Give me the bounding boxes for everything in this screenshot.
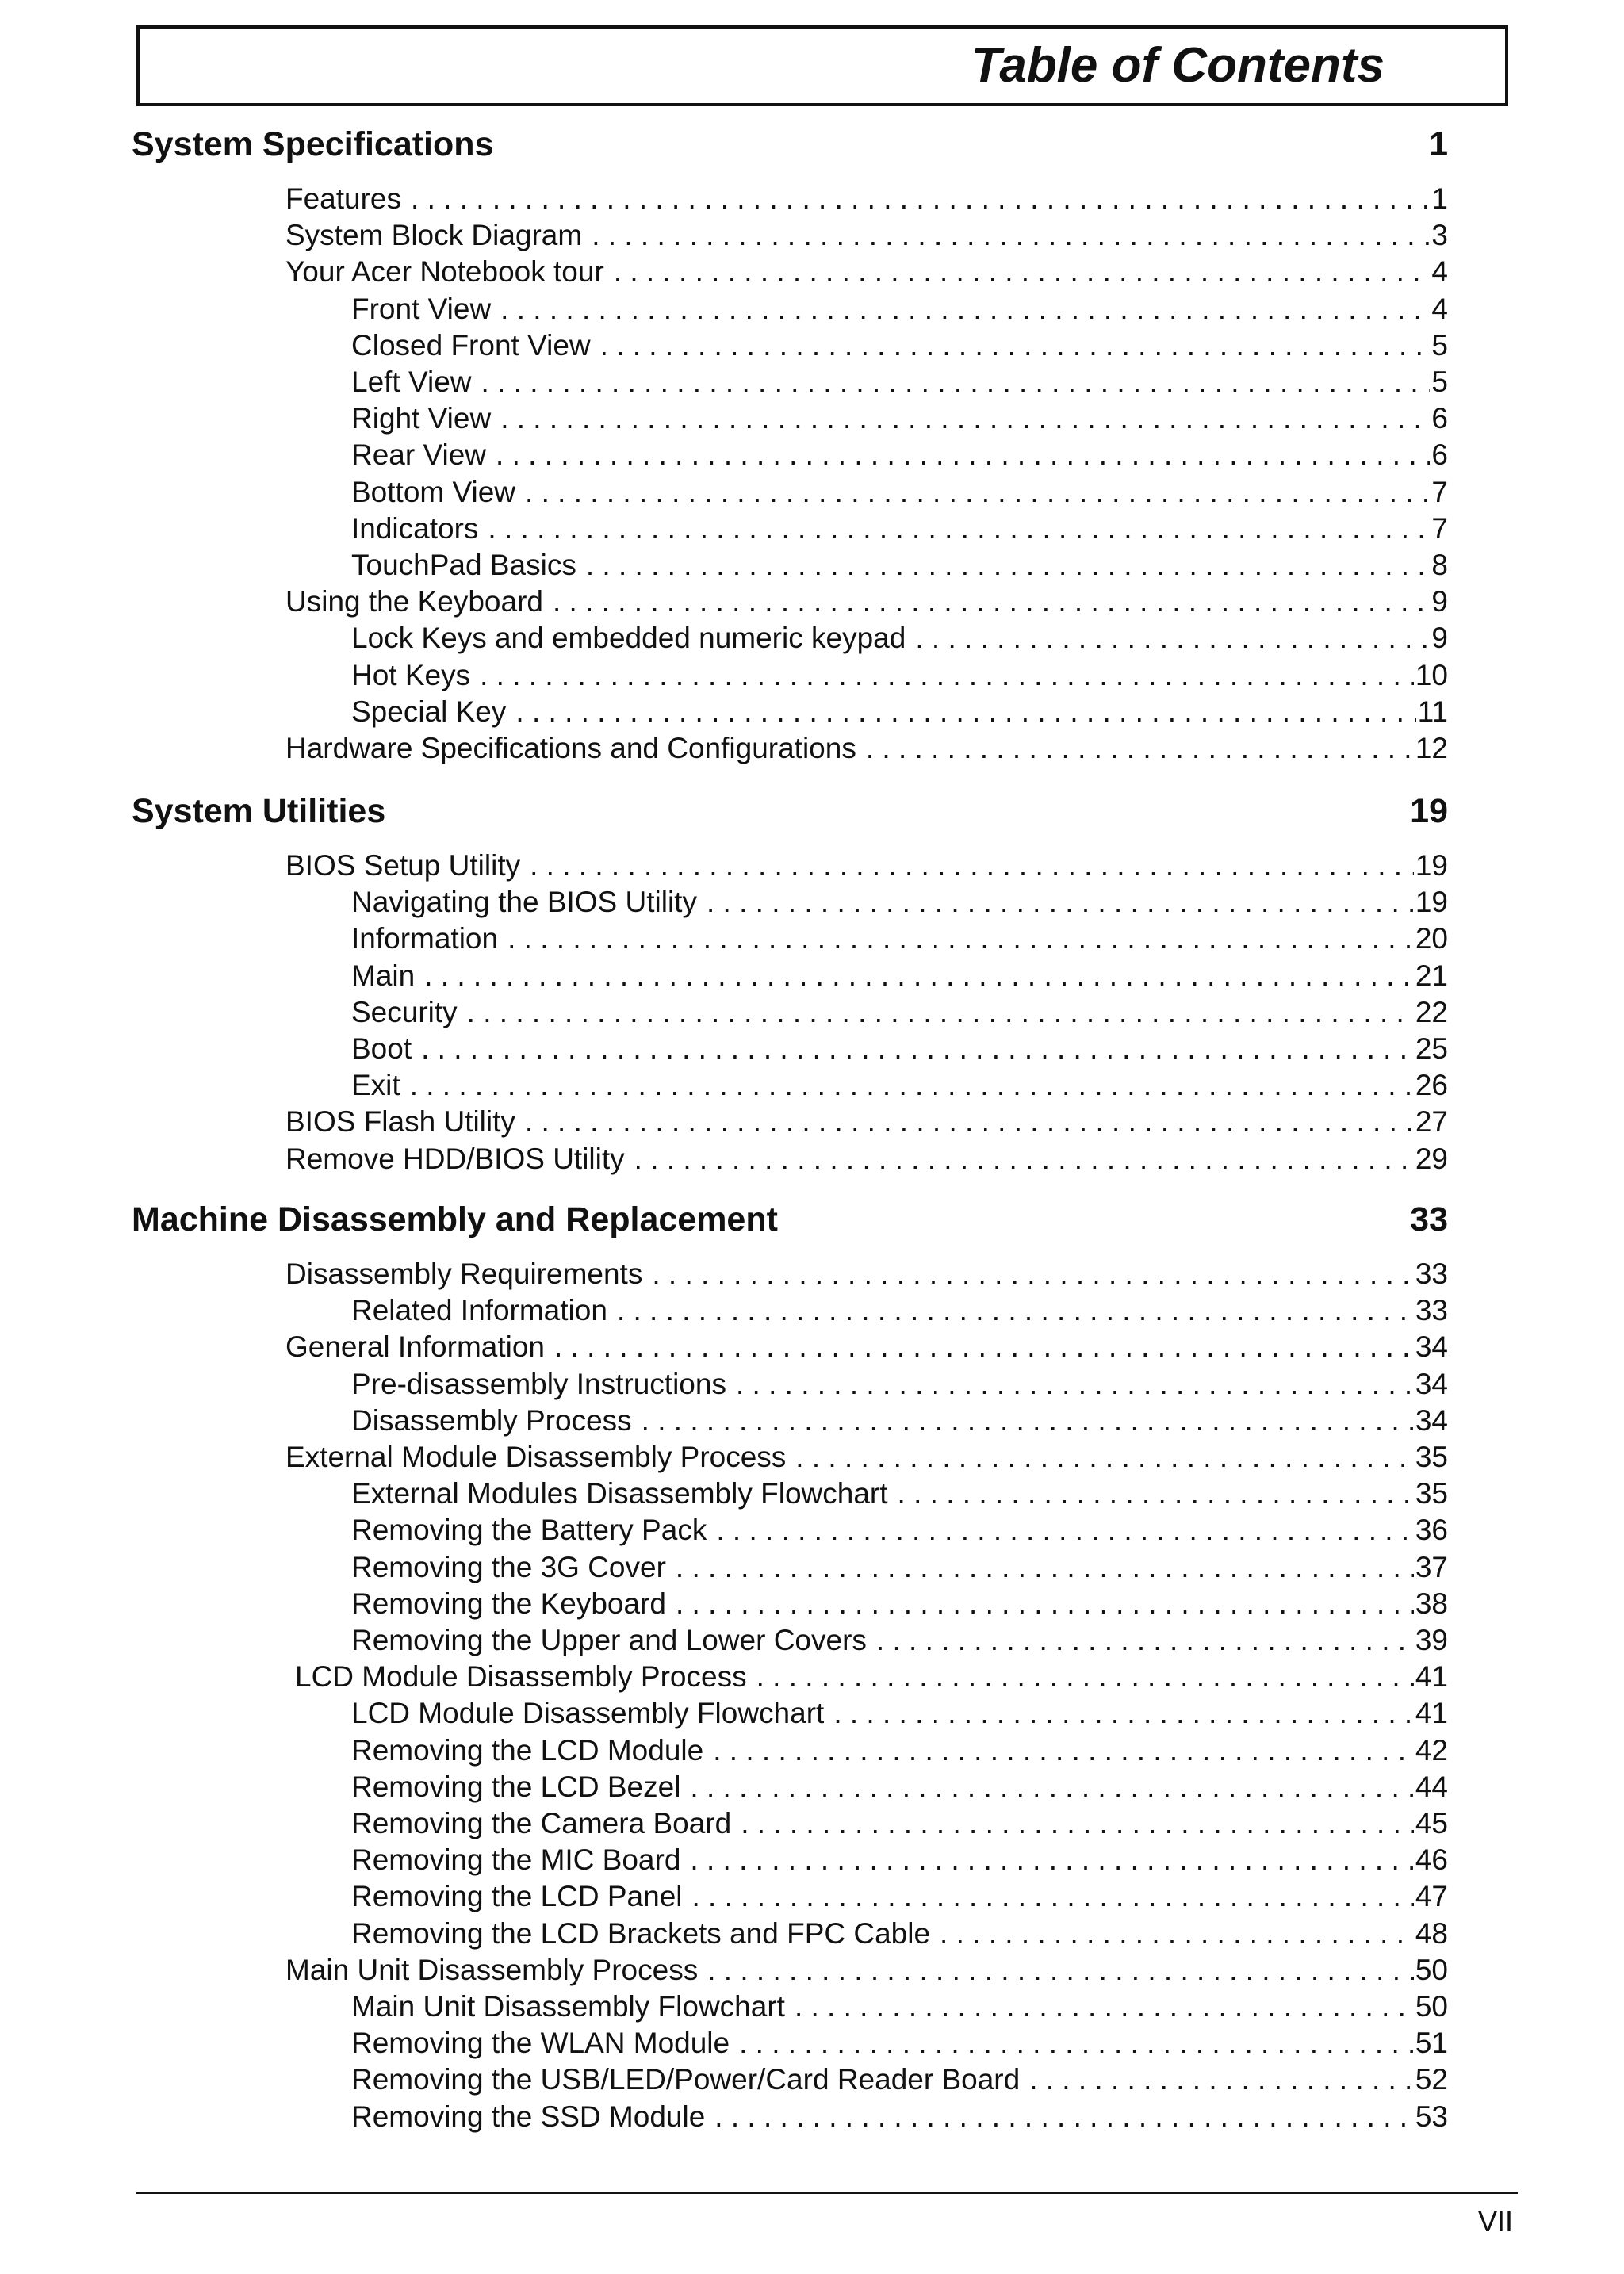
dot-leader bbox=[617, 1293, 1414, 1328]
footer-page-number: VII bbox=[1477, 2205, 1513, 2238]
dot-leader bbox=[707, 1953, 1414, 1988]
toc-entry-label: Removing the USB/LED/Power/Card Reader Board bbox=[351, 2062, 1029, 2097]
toc-entry-label: Main Unit Disassembly Process bbox=[285, 1953, 707, 1988]
toc-entry[interactable] bbox=[351, 1587, 1448, 1621]
toc-entry[interactable] bbox=[351, 365, 1448, 400]
dot-leader bbox=[481, 365, 1431, 400]
toc-entry-label: Boot bbox=[351, 1032, 421, 1066]
toc-entry[interactable] bbox=[351, 1293, 1448, 1328]
toc-entry[interactable] bbox=[351, 658, 1448, 693]
toc-entry-page: 25 bbox=[1415, 1032, 1448, 1065]
toc-entry[interactable] bbox=[285, 218, 1448, 253]
toc-entry-page: 4 bbox=[1431, 255, 1448, 288]
toc-entry[interactable] bbox=[351, 695, 1448, 729]
section-heading-title: System Specifications bbox=[132, 124, 494, 163]
dot-leader bbox=[676, 1587, 1414, 1621]
toc-entry[interactable] bbox=[285, 1440, 1448, 1475]
dot-leader bbox=[421, 1032, 1414, 1066]
toc-entry-page: 3 bbox=[1431, 219, 1448, 251]
dot-leader bbox=[833, 1696, 1414, 1731]
dot-leader bbox=[795, 1989, 1414, 2024]
dot-leader bbox=[716, 1513, 1414, 1548]
toc-entry[interactable] bbox=[351, 548, 1448, 583]
toc-entry[interactable] bbox=[295, 1660, 1448, 1694]
toc-entry-label: Removing the SSD Module bbox=[351, 2100, 714, 2134]
toc-entry-label: Using the Keyboard bbox=[285, 584, 553, 619]
toc-entry-page: 12 bbox=[1415, 732, 1448, 764]
section-heading-page: 33 bbox=[1410, 1200, 1448, 1238]
toc-entry-label: Removing the Keyboard bbox=[351, 1587, 676, 1621]
toc-entry[interactable] bbox=[351, 1916, 1448, 1951]
dot-leader bbox=[508, 921, 1414, 956]
toc-entry-label: Exit bbox=[351, 1068, 410, 1103]
footer-divider bbox=[136, 2192, 1518, 2194]
toc-entry[interactable] bbox=[285, 1330, 1448, 1365]
toc-entry[interactable] bbox=[351, 1068, 1448, 1103]
dot-leader bbox=[736, 1367, 1414, 1402]
section-heading-page: 19 bbox=[1410, 791, 1448, 830]
toc-entry[interactable] bbox=[351, 1550, 1448, 1585]
dot-leader bbox=[480, 658, 1414, 693]
dot-leader bbox=[876, 1623, 1414, 1658]
toc-entry[interactable] bbox=[351, 921, 1448, 956]
toc-entry-page: 42 bbox=[1415, 1734, 1448, 1767]
toc-entry-page: 29 bbox=[1415, 1143, 1448, 1175]
toc-entry-page: 35 bbox=[1415, 1441, 1448, 1473]
toc-entry-page: 11 bbox=[1417, 695, 1448, 728]
toc-entry-page: 4 bbox=[1431, 293, 1448, 325]
toc-entry[interactable] bbox=[285, 731, 1448, 766]
dot-leader bbox=[915, 621, 1430, 656]
dot-leader bbox=[586, 548, 1431, 583]
section-heading-title: Machine Disassembly and Replacement bbox=[132, 1200, 778, 1238]
toc-entry-page: 34 bbox=[1415, 1330, 1448, 1363]
dot-leader bbox=[707, 885, 1414, 920]
dot-leader bbox=[500, 401, 1430, 436]
toc-entry-page: 5 bbox=[1431, 366, 1448, 398]
dot-leader bbox=[488, 511, 1430, 546]
title-box bbox=[136, 25, 1508, 106]
toc-entry-page: 1 bbox=[1431, 182, 1448, 215]
toc-entry-label: Lock Keys and embedded numeric keypad bbox=[351, 621, 915, 656]
toc-entry-page: 51 bbox=[1415, 2027, 1448, 2059]
toc-entry-label: TouchPad Basics bbox=[351, 548, 586, 583]
toc-entry-label: Special Key bbox=[351, 695, 515, 729]
toc-entry-label: Removing the MIC Board bbox=[351, 1843, 690, 1878]
toc-entry-label: Removing the Camera Board bbox=[351, 1806, 741, 1841]
toc-entry-label: Removing the 3G Cover bbox=[351, 1550, 676, 1585]
toc-entry[interactable] bbox=[351, 1623, 1448, 1658]
toc-entry[interactable] bbox=[285, 182, 1448, 216]
toc-entry-label: Rear View bbox=[351, 438, 496, 473]
dot-leader bbox=[500, 292, 1430, 327]
toc-entry-page: 48 bbox=[1415, 1917, 1448, 1950]
toc-entry-label: Left View bbox=[351, 365, 481, 400]
dot-leader bbox=[410, 1068, 1414, 1103]
toc-entry[interactable] bbox=[351, 475, 1448, 510]
dot-leader bbox=[714, 2100, 1414, 2134]
toc-entry-page: 41 bbox=[1415, 1660, 1448, 1693]
toc-entry-page: 50 bbox=[1415, 1954, 1448, 1986]
toc-entry-label: Hot Keys bbox=[351, 658, 480, 693]
dot-leader bbox=[690, 1843, 1413, 1878]
toc-entry-label: Features bbox=[285, 182, 411, 216]
dot-leader bbox=[496, 438, 1430, 473]
toc-entry-label: Hardware Specifications and Configurations bbox=[285, 731, 866, 766]
dot-leader bbox=[690, 1770, 1413, 1805]
toc-entry-label: LCD Module Disassembly Flowchart bbox=[351, 1696, 833, 1731]
section-heading-title: System Utilities bbox=[132, 791, 386, 830]
dot-leader bbox=[866, 731, 1414, 766]
toc-entry[interactable] bbox=[351, 995, 1448, 1030]
toc-entry-label: Right View bbox=[351, 401, 500, 436]
toc-entry-label: Disassembly Process bbox=[351, 1403, 642, 1438]
toc-entry-label: LCD Module Disassembly Process bbox=[295, 1660, 756, 1694]
dot-leader bbox=[756, 1660, 1414, 1694]
dot-leader bbox=[525, 475, 1430, 510]
toc-entry[interactable] bbox=[351, 1843, 1448, 1878]
toc-entry-page: 9 bbox=[1431, 622, 1448, 654]
toc-entry-label: Navigating the BIOS Utility bbox=[351, 885, 707, 920]
dot-leader bbox=[530, 848, 1414, 883]
toc-entry[interactable] bbox=[285, 255, 1448, 289]
toc-entry-label: Front View bbox=[351, 292, 500, 327]
toc-entry-label: BIOS Setup Utility bbox=[285, 848, 530, 883]
toc-entry[interactable] bbox=[351, 1989, 1448, 2024]
toc-entry-page: 10 bbox=[1415, 659, 1448, 691]
dot-leader bbox=[739, 2026, 1414, 2061]
toc-entry-page: 46 bbox=[1415, 1843, 1448, 1876]
toc-entry[interactable] bbox=[351, 328, 1448, 363]
toc-entry-label: Indicators bbox=[351, 511, 488, 546]
dot-leader bbox=[600, 328, 1431, 363]
toc-entry-page: 19 bbox=[1415, 886, 1448, 918]
toc-entry-label: Closed Front View bbox=[351, 328, 600, 363]
toc-entry[interactable] bbox=[285, 1104, 1448, 1139]
toc-entry[interactable] bbox=[351, 1879, 1448, 1914]
section-heading[interactable] bbox=[132, 1198, 1448, 1241]
toc-entry[interactable] bbox=[285, 1953, 1448, 1988]
toc-entry-page: 33 bbox=[1415, 1258, 1448, 1290]
toc-entry-page: 39 bbox=[1415, 1624, 1448, 1656]
section-heading-page: 1 bbox=[1429, 124, 1448, 163]
toc-entry[interactable] bbox=[285, 1257, 1448, 1292]
toc-entry-page: 9 bbox=[1431, 585, 1448, 618]
toc-entry-page: 36 bbox=[1415, 1514, 1448, 1546]
dot-leader bbox=[1029, 2062, 1414, 2097]
toc-entry-page: 34 bbox=[1415, 1404, 1448, 1437]
toc-entry-label: Removing the Upper and Lower Covers bbox=[351, 1623, 876, 1658]
toc-entry-label: General Information bbox=[285, 1330, 554, 1365]
toc-entry[interactable] bbox=[285, 584, 1448, 619]
dot-leader bbox=[940, 1916, 1414, 1951]
toc-entry[interactable] bbox=[351, 1032, 1448, 1066]
toc-entry-label: BIOS Flash Utility bbox=[285, 1104, 525, 1139]
toc-entry-label: Related Information bbox=[351, 1293, 617, 1328]
toc-entry-page: 6 bbox=[1431, 402, 1448, 435]
toc-entry-label: Pre-disassembly Instructions bbox=[351, 1367, 736, 1402]
dot-leader bbox=[553, 584, 1430, 619]
toc-entry-label: Bottom View bbox=[351, 475, 525, 510]
toc-entry-label: Removing the LCD Module bbox=[351, 1733, 713, 1768]
toc-entry-page: 22 bbox=[1415, 996, 1448, 1028]
toc-entry-page: 5 bbox=[1431, 329, 1448, 362]
dot-leader bbox=[592, 218, 1430, 253]
toc-entry-page: 19 bbox=[1415, 849, 1448, 882]
toc-entry-page: 20 bbox=[1415, 922, 1448, 955]
toc-entry-page: 41 bbox=[1415, 1697, 1448, 1729]
toc-entry[interactable] bbox=[351, 621, 1448, 656]
dot-leader bbox=[515, 695, 1415, 729]
dot-leader bbox=[411, 182, 1430, 216]
page-title: Table of Contents bbox=[971, 38, 1385, 93]
toc-entry-page: 44 bbox=[1415, 1771, 1448, 1803]
toc-entry[interactable] bbox=[285, 848, 1448, 883]
dot-leader bbox=[795, 1440, 1414, 1475]
dot-leader bbox=[424, 959, 1414, 993]
toc-entry[interactable] bbox=[351, 1403, 1448, 1438]
toc-entry-label: Security bbox=[351, 995, 467, 1030]
toc-entry[interactable] bbox=[351, 959, 1448, 993]
toc-entry[interactable] bbox=[351, 1367, 1448, 1402]
toc-entry-page: 53 bbox=[1415, 2100, 1448, 2133]
toc-entry[interactable] bbox=[351, 438, 1448, 473]
toc-entry-page: 34 bbox=[1415, 1368, 1448, 1400]
dot-leader bbox=[642, 1403, 1414, 1438]
toc-entry-page: 21 bbox=[1415, 959, 1448, 992]
dot-leader bbox=[614, 255, 1431, 289]
toc-entry[interactable] bbox=[351, 885, 1448, 920]
toc-entry-page: 26 bbox=[1415, 1069, 1448, 1101]
toc-entry-page: 8 bbox=[1431, 549, 1448, 581]
toc-entry[interactable] bbox=[351, 401, 1448, 436]
toc-entry-label: Your Acer Notebook tour bbox=[285, 255, 614, 289]
toc-entry-label: Information bbox=[351, 921, 508, 956]
toc-entry-page: 45 bbox=[1415, 1807, 1448, 1839]
dot-leader bbox=[467, 995, 1414, 1030]
toc-entry-label: Main Unit Disassembly Flowchart bbox=[351, 1989, 795, 2024]
toc-entry-page: 37 bbox=[1415, 1551, 1448, 1583]
toc-entry-page: 47 bbox=[1415, 1880, 1448, 1912]
dot-leader bbox=[713, 1733, 1414, 1768]
toc-entry-page: 6 bbox=[1431, 438, 1448, 471]
toc-entry-page: 7 bbox=[1431, 476, 1448, 508]
toc-entry-page: 27 bbox=[1415, 1105, 1448, 1138]
toc-entry-label: Removing the Battery Pack bbox=[351, 1513, 716, 1548]
dot-leader bbox=[676, 1550, 1414, 1585]
toc-entry-page: 35 bbox=[1415, 1477, 1448, 1510]
dot-leader bbox=[741, 1806, 1414, 1841]
toc-entry-label: Removing the LCD Bezel bbox=[351, 1770, 690, 1805]
toc-entry[interactable] bbox=[351, 292, 1448, 327]
toc-entry[interactable] bbox=[351, 2100, 1448, 2134]
toc-entry-label: External Module Disassembly Process bbox=[285, 1440, 795, 1475]
section-heading[interactable] bbox=[132, 790, 1448, 833]
toc-entry-page: 52 bbox=[1415, 2063, 1448, 2096]
toc-entry[interactable] bbox=[351, 1476, 1448, 1511]
toc-entry[interactable] bbox=[351, 1733, 1448, 1768]
dot-leader bbox=[652, 1257, 1414, 1292]
toc-entry-page: 50 bbox=[1415, 1990, 1448, 2023]
toc-entry[interactable] bbox=[351, 1806, 1448, 1841]
dot-leader bbox=[525, 1104, 1414, 1139]
toc-entry[interactable] bbox=[285, 1142, 1448, 1177]
toc-entry-page: 7 bbox=[1431, 512, 1448, 545]
dot-leader bbox=[554, 1330, 1414, 1365]
toc-entry[interactable] bbox=[351, 2062, 1448, 2097]
toc-entry[interactable] bbox=[351, 2026, 1448, 2061]
toc-entry-label: External Modules Disassembly Flowchart bbox=[351, 1476, 898, 1511]
toc-entry-page: 38 bbox=[1415, 1587, 1448, 1620]
toc-entry[interactable] bbox=[351, 1513, 1448, 1548]
dot-leader bbox=[898, 1476, 1414, 1511]
toc-entry-label: Disassembly Requirements bbox=[285, 1257, 652, 1292]
toc-entry-label: Removing the LCD Panel bbox=[351, 1879, 692, 1914]
dot-leader bbox=[692, 1879, 1414, 1914]
toc-entry-label: Removing the WLAN Module bbox=[351, 2026, 739, 2061]
toc-entry-label: Remove HDD/BIOS Utility bbox=[285, 1142, 634, 1177]
toc-entry[interactable] bbox=[351, 511, 1448, 546]
toc-entry-label: System Block Diagram bbox=[285, 218, 592, 253]
section-heading[interactable] bbox=[132, 123, 1448, 166]
dot-leader bbox=[634, 1142, 1414, 1177]
toc-entry-label: Removing the LCD Brackets and FPC Cable bbox=[351, 1916, 940, 1951]
toc-entry-label: Main bbox=[351, 959, 424, 993]
toc-entry-page: 33 bbox=[1415, 1294, 1448, 1326]
toc-entry[interactable] bbox=[351, 1770, 1448, 1805]
toc-entry[interactable] bbox=[351, 1696, 1448, 1731]
